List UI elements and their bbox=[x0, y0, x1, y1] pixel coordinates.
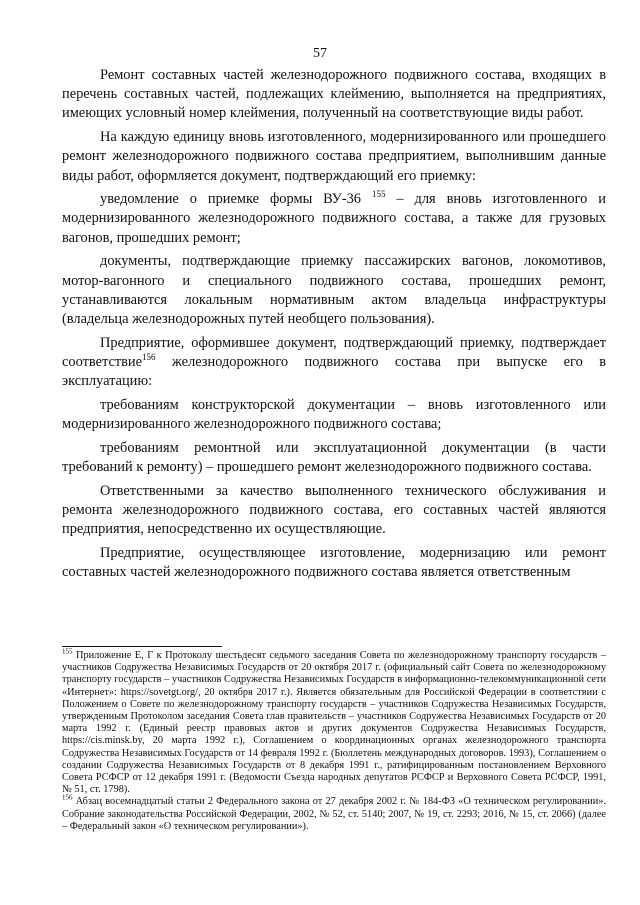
paragraph: На каждую единицу вновь изготовленного, модернизированного или прошедшего ремонт железнодорожного подвижного состава предприятием, выполнившим данные виды работ, оформляется документ, подтверждающий его приемку: bbox=[62, 129, 606, 184]
paragraph: требованиям конструкторской документации – вновь изготовленного или модернизированного железнодорожного подвижного состава; bbox=[62, 396, 606, 432]
paragraph-text: Предприятие, оформившее документ, подтверждающий приемку, подтверждает соответствие bbox=[62, 334, 606, 370]
footnotes bbox=[62, 647, 606, 833]
paragraph: Ответственными за качество выполненного технического обслуживания и ремонта железнодорожного подвижного состава, его составных частей являются предприятия, непосредственно их осуществляющие. bbox=[62, 482, 606, 537]
footnote-text: Абзац восемнадцатый статьи 2 Федерального закона от 27 декабря 2002 г. № 184-ФЗ «О техническом регулировании». Собрание законодательства Российской Федерации, 2002, № 52, ст. 5140; 2007, № 19, ст. 2293; 2016, № 15, ст. 2066) (далее – Федеральный закон «О техническом регулировании»). bbox=[62, 796, 606, 832]
body-text bbox=[62, 66, 606, 587]
paragraph-text: – для вновь изготовленного и модернизированного железнодорожного подвижного состава, а также для грузовых вагонов, прошедших ремонт; bbox=[62, 191, 606, 246]
footnote bbox=[62, 796, 606, 833]
page-number: 57 bbox=[313, 46, 327, 61]
footnote-separator bbox=[62, 646, 222, 647]
footnote bbox=[62, 647, 606, 796]
paragraph: требованиям ремонтной или эксплуатационной документации (в части требований к ремонту) – прошедшего ремонт железнодорожного подвижного состава. bbox=[62, 439, 606, 475]
footnote-ref[interactable]: 156 bbox=[142, 352, 156, 363]
footnote-text: Приложение Е, Г к Протоколу шестьдесят седьмого заседания Совета по железнодорожному транспорту государств – участников Содружества Независимых Государств от 20 октября 2017 г. (официальный сайт Совета по железнодорожному транспорту государств – участников Содружества Независимых Государств в информационно-телекоммуникационной сети «Интернет»: https://sovetgt.org/, 20 октября 2017 г.). Является обязательным для Российской Федерации в соответствии с Положением о Совете по железнодорожному транспорту государств – участников Содружества Независимых Государств, утвержденным Протоколом заседания Совета глав правительств – участников Содружества Независимых Государств от 20 марта 1992 г. (Единый реестр правовых актов и других документов Содружества Независимых Государств, https://cis.minsk.by, 20 марта 1992 г.), Соглашением о координационных органах железнодорожного транспорта Содружества Независимых Государств от 14 февраля 1992 г. (Бюллетень международных договоров. 1993), Соглашением о создании Содружества Независимых Государств от 8 декабря 1991 г., ратифицированным постановлением Верховного Совета РСФСР от 12 декабря 1991 г. (Ведомости Съезда народных депутатов РСФСР и Верховного Совета РСФСР, 1991, № 51, ст. 1798). bbox=[62, 650, 606, 796]
paragraph bbox=[62, 190, 606, 248]
footnote-number: 156 bbox=[62, 794, 73, 803]
footnote-number: 155 bbox=[62, 647, 73, 656]
paragraph bbox=[62, 334, 606, 392]
footnote-ref[interactable]: 155 bbox=[371, 189, 386, 200]
paragraph: Предприятие, осуществляющее изготовление, модернизацию или ремонт составных частей железнодорожного подвижного состава является ответственным bbox=[62, 544, 606, 580]
paragraph-text: уведомление о приемке формы ВУ-36 bbox=[100, 191, 361, 208]
paragraph: Ремонт составных частей железнодорожного подвижного состава, входящих в перечень составных частей, подлежащих клеймению, выполняется на предприятиях, имеющих условный номер клеймения, полученный на соответствующие виды работ. bbox=[62, 67, 606, 122]
paragraph: документы, подтверждающие приемку пассажирских вагонов, локомотивов, мотор-вагонного и специального подвижного состава, прошедших ремонт, устанавливаются локальным нормативным актом владельца инфраструктуры (владельца железнодорожных путей необщего пользования). bbox=[62, 253, 606, 327]
paragraph-text: железнодорожного подвижного состава при выпуске его в эксплуатацию: bbox=[62, 353, 606, 390]
